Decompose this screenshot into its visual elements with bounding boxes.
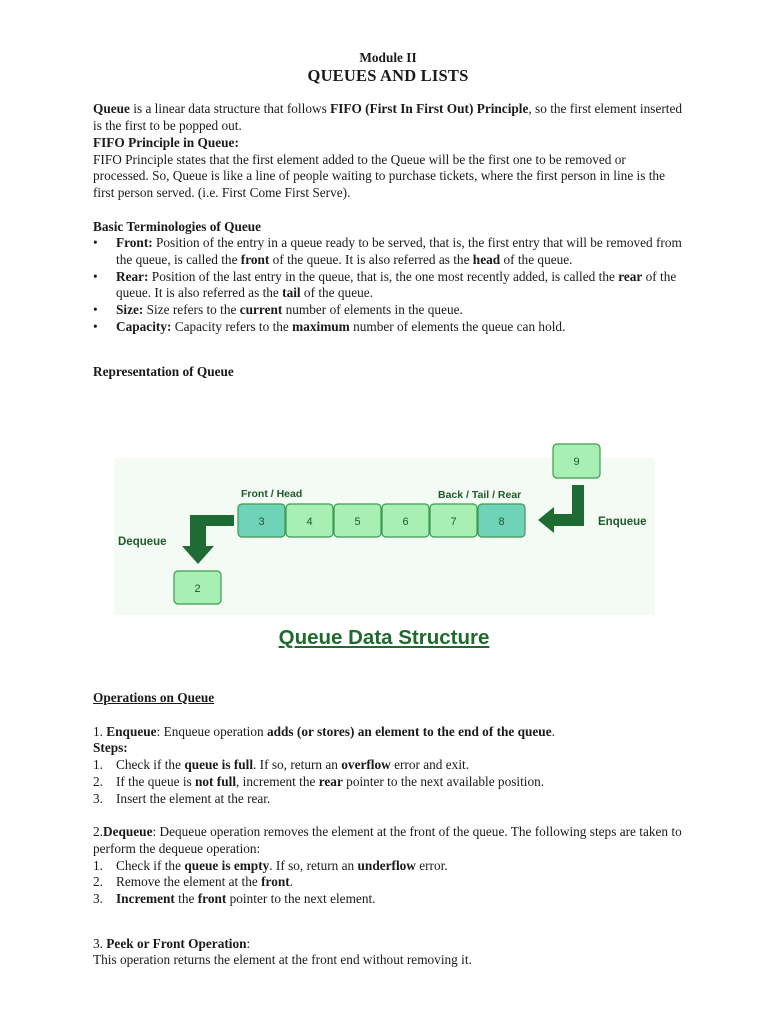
queue-cell-label: 7 (450, 516, 457, 528)
queue-cell-label: 8 (498, 516, 505, 528)
list-item-size: • Size: Size refers to the current number of elements in the queue. (93, 302, 683, 319)
enqueue-steps (93, 757, 683, 807)
list-item: 2. Remove the element at the front. (93, 874, 293, 890)
operations-heading: Operations on Queue (93, 690, 215, 705)
enqueue-label: Enqueue (598, 516, 647, 528)
terminologies-list (93, 235, 683, 335)
representation-heading: Representation of Queue (93, 363, 234, 379)
fifo-text: FIFO Principle states that the first element added to the Queue will be the first one to be removed or processed. So, Queue is like a line of people waiting to purchase tickets, where the first person in line is the first person served. (i.e. First Come First Serve). (93, 151, 665, 200)
diagram-caption: Queue Data Structure (278, 626, 490, 649)
list-item: 3. Insert the element at the rear. (93, 790, 271, 806)
peek-heading: 3. Peek or Front Operation: (93, 935, 251, 951)
dequeue-steps (93, 858, 683, 908)
list-item-front: • Front: Position of the entry in a queue ready to be served, that is, the first entry that will be removed from the queue, is called the front of the queue. It is also referred as the head of the queue. (93, 235, 683, 268)
queue-cell-label: 6 (402, 516, 409, 528)
list-item: 3. Increment the front pointer to the next element. (93, 891, 376, 907)
operations-section (93, 690, 683, 969)
list-item: 1. Check if the queue is empty. If so, return an underflow error. (93, 857, 448, 873)
list-item-capacity: • Capacity: Capacity refers to the maximum number of elements the queue can hold. (93, 319, 683, 336)
queue-diagram (114, 440, 655, 615)
queue-definition: Queue is a linear data structure that follows FIFO (First In First Out) Principle, so the first element inserted is the first to be popped out. (93, 101, 683, 134)
queue-cells (238, 504, 525, 537)
svg-text:2: 2 (194, 583, 201, 595)
terminologies-heading: Basic Terminologies of Queue (93, 218, 262, 234)
enqueue-definition: 1. Enqueue: Enqueue operation adds (or stores) an element to the end of the queue. (93, 723, 555, 739)
queue-cell-label: 3 (258, 516, 265, 528)
peek-text: This operation returns the element at the front end without removing it. (93, 952, 472, 968)
dequeue-definition: 2.Dequeue: Dequeue operation removes the element at the front of the queue. The following steps are taken to perform the dequeue operation: (93, 824, 682, 856)
front-head-label: Front / Head (241, 488, 303, 500)
module-label: Module II (359, 50, 417, 65)
list-item-rear: • Rear: Position of the last entry in the queue, that is, the one most recently added, is called the rear of the queue. It is also referred as the tail of the queue. (93, 269, 683, 302)
back-tail-rear-label: Back / Tail / Rear (438, 489, 522, 501)
list-item: 2. If the queue is not full, increment the rear pointer to the next available position. (93, 773, 545, 789)
queue-cell-label: 4 (306, 516, 313, 528)
list-item: 1. Check if the queue is full. If so, return an overflow error and exit. (93, 757, 470, 773)
outgoing-element (174, 571, 221, 604)
page-title: QUEUES AND LISTS (307, 65, 469, 85)
dequeue-label: Dequeue (118, 536, 167, 548)
document-page (93, 50, 683, 380)
incoming-element (553, 444, 600, 478)
svg-text:9: 9 (573, 456, 580, 468)
steps-label: Steps: (93, 740, 128, 756)
queue-cell-label: 5 (354, 516, 361, 528)
fifo-heading: FIFO Principle in Queue: (93, 134, 239, 150)
